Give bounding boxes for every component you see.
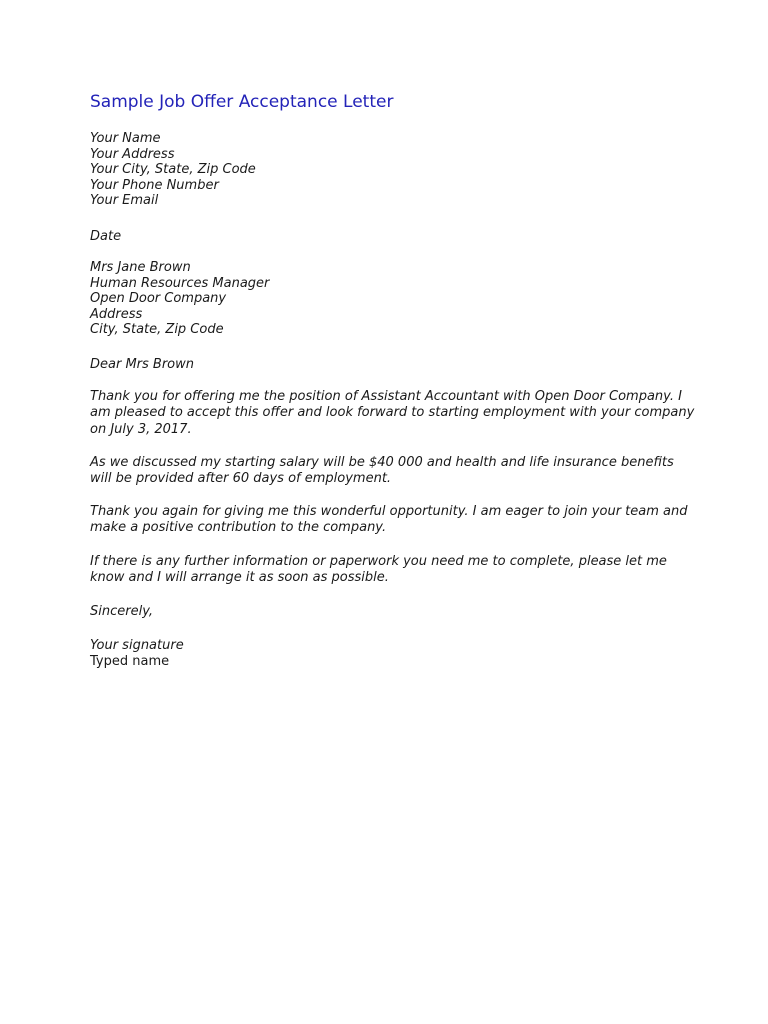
sender-address: Your Address	[90, 146, 175, 162]
signature-block	[90, 638, 690, 669]
body-paragraph-2	[90, 455, 690, 488]
closing-text: Sincerely,	[90, 604, 154, 619]
body-paragraph-4	[90, 554, 690, 587]
sender-name: Your Name	[90, 131, 161, 146]
body-paragraph-1	[90, 389, 695, 438]
body-paragraph-3	[90, 504, 690, 537]
date-text: Date	[90, 229, 122, 244]
signature-line: Your signature	[90, 638, 184, 653]
body-p1-line-1: Thank you for offering me the position of Assistant Accountant with Open Door Company. I	[90, 389, 682, 404]
body-p4-line-1: If there is any further information or paperwork you need me to complete, please let me	[90, 554, 667, 569]
recipient-title: Human Resources Manager	[90, 275, 270, 291]
recipient-address-block	[90, 260, 690, 338]
body-p4-line-2: know and I will arrange it as soon as possible.	[90, 570, 389, 586]
sender-city-state-zip: Your City, State, Zip Code	[90, 162, 256, 178]
body-p3-line-1: Thank you again for giving me this wonderful opportunity. I am eager to join your team and	[90, 504, 688, 519]
sender-phone: Your Phone Number	[90, 177, 219, 193]
letter-date	[90, 229, 690, 245]
body-p1-line-2: am pleased to accept this offer and look forward to starting employment with your company	[90, 405, 695, 421]
body-p2-line-2: will be provided after 60 days of employment.	[90, 471, 392, 487]
salutation-text: Dear Mrs Brown	[90, 357, 195, 372]
body-p3-line-2: make a positive contribution to the company.	[90, 520, 387, 536]
typed-name: Typed name	[90, 653, 170, 669]
recipient-city-state-zip: City, State, Zip Code	[90, 322, 224, 338]
body-p2-line-1: As we discussed my starting salary will be $40 000 and health and life insurance benefits	[90, 455, 674, 470]
sender-address-block	[90, 131, 690, 209]
recipient-name: Mrs Jane Brown	[90, 260, 191, 275]
page-title: Sample Job Offer Acceptance Letter	[90, 92, 394, 112]
closing	[90, 604, 690, 620]
salutation	[90, 357, 690, 373]
sender-email: Your Email	[90, 193, 159, 209]
recipient-company: Open Door Company	[90, 291, 227, 307]
recipient-address: Address	[90, 306, 143, 322]
body-p1-line-3: on July 3, 2017.	[90, 421, 192, 437]
